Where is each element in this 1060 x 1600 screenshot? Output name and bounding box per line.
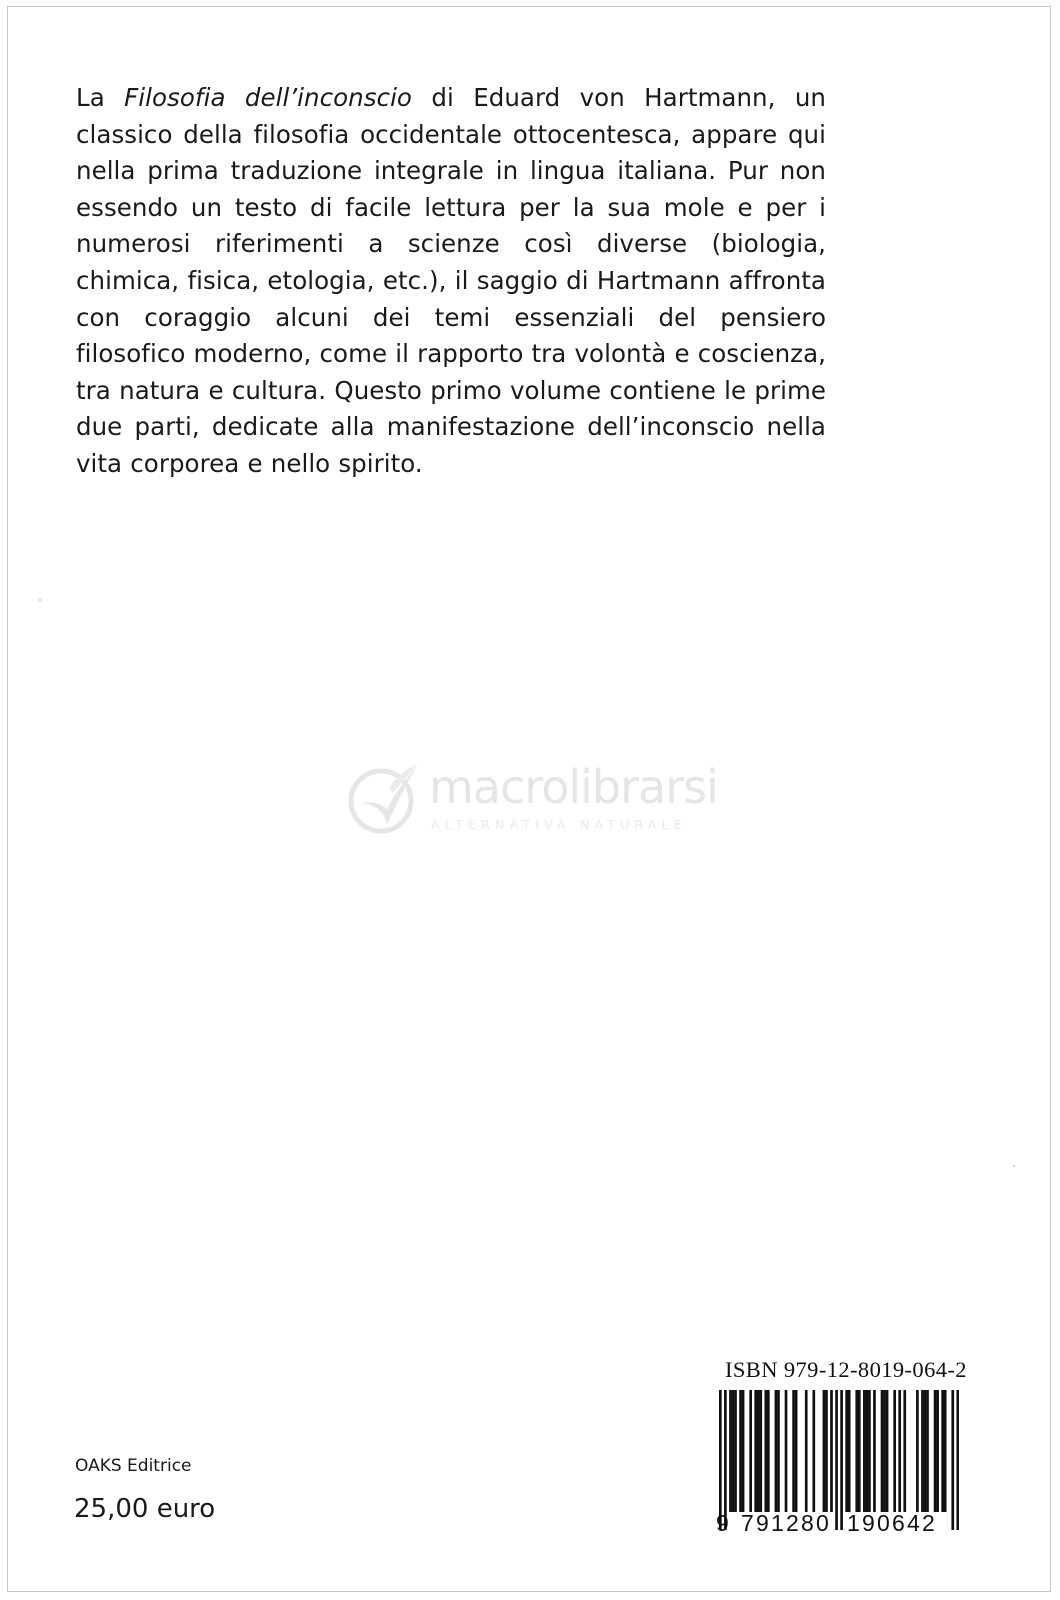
back-cover — [7, 6, 1051, 1592]
barcode-bar — [941, 1390, 944, 1512]
barcode-bar — [764, 1390, 767, 1512]
barcode-guard-bar — [956, 1390, 959, 1530]
barcode-bar — [858, 1390, 861, 1512]
barcode-bar — [767, 1390, 770, 1512]
barcode-bar — [785, 1390, 788, 1512]
barcode-bar — [805, 1390, 808, 1512]
barcode-bar — [830, 1390, 833, 1512]
barcode-bar — [944, 1390, 947, 1512]
barcode-bar — [934, 1390, 937, 1512]
barcode-first-digit: 9 — [716, 1510, 729, 1536]
barcode-bar — [754, 1390, 757, 1512]
barcode-bar — [823, 1390, 826, 1512]
barcode-guard-bar — [724, 1390, 727, 1530]
book-title-italic: Filosofia dell’inconscio — [124, 83, 412, 112]
barcode-bar — [777, 1390, 780, 1512]
barcode-bar — [732, 1390, 735, 1512]
barcode-bar — [739, 1390, 742, 1512]
barcode-bar — [868, 1390, 871, 1512]
barcode-bar — [729, 1390, 732, 1512]
barcode-bar — [881, 1390, 884, 1512]
publisher-name: OAKS Editrice — [75, 1456, 192, 1476]
barcode-guard-bar — [835, 1390, 838, 1530]
barcode-bar — [855, 1390, 858, 1512]
barcode-bar — [848, 1390, 851, 1512]
barcode-bar — [924, 1390, 927, 1512]
speck — [39, 599, 41, 601]
barcode-bar — [757, 1390, 760, 1512]
barcode-bar — [863, 1390, 866, 1512]
barcode-bar — [873, 1390, 876, 1512]
barcode-bar — [866, 1390, 869, 1512]
watermark-name: macrolibrarsi — [429, 760, 718, 814]
barcode-bar — [795, 1390, 798, 1512]
barcode-bar — [898, 1390, 901, 1512]
barcode-bar — [886, 1390, 889, 1512]
barcode-bar — [903, 1390, 906, 1512]
barcode-guard-bar — [840, 1390, 843, 1530]
barcode-bar — [775, 1390, 778, 1512]
barcode-bar — [759, 1390, 762, 1512]
barcode-guard-bar — [719, 1390, 722, 1530]
barcode-right-digits: 190642 — [847, 1510, 937, 1536]
barcode-bar — [893, 1390, 896, 1512]
isbn-label: ISBN 979-12-8019-064-2 — [725, 1357, 967, 1382]
barcode-bar — [812, 1390, 815, 1512]
speck — [1013, 1165, 1015, 1167]
barcode — [716, 1390, 959, 1538]
barcode-bar — [742, 1390, 745, 1512]
leaf-logo-icon — [345, 759, 421, 837]
blurb-paragraph — [76, 80, 826, 483]
barcode-bar — [926, 1390, 929, 1512]
watermark — [345, 759, 745, 839]
barcode-bar — [792, 1390, 795, 1512]
barcode-bar — [883, 1390, 886, 1512]
blurb-body: di Eduard von Hartmann, un classico della filosofia occidentale ottocentesca, appare qui nella prima traduzione integrale in lingua italiana. Pur non essendo un testo di facile lettura per la sua mole e per i numerosi riferimenti a scienze così diverse (biologia, chimica, fisica, etologia, etc.), il saggio di Hartmann affronta con coraggio alcuni dei temi essenziali del pensiero filosofico moderno, come il rapporto tra volontà e coscienza, tra natura e cultura. Questo primo volume contiene le prime due parti, dedicate alla manifestazione dell’inconscio nella vita corporea e nello spirito. — [76, 83, 827, 478]
blurb-lead: La — [76, 83, 125, 112]
barcode-left-digits: 791280 — [741, 1510, 831, 1536]
barcode-bar — [749, 1390, 752, 1512]
barcode-bar — [825, 1390, 828, 1512]
watermark-tagline: ALTERNATIVA NATURALE — [431, 817, 687, 832]
barcode-guard-bar — [951, 1390, 954, 1530]
barcode-bar — [845, 1390, 848, 1512]
barcode-bar — [921, 1390, 924, 1512]
price: 25,00 euro — [74, 1494, 216, 1524]
barcode-bar — [936, 1390, 939, 1512]
barcode-bar — [916, 1390, 919, 1512]
barcode-bar — [734, 1390, 737, 1512]
